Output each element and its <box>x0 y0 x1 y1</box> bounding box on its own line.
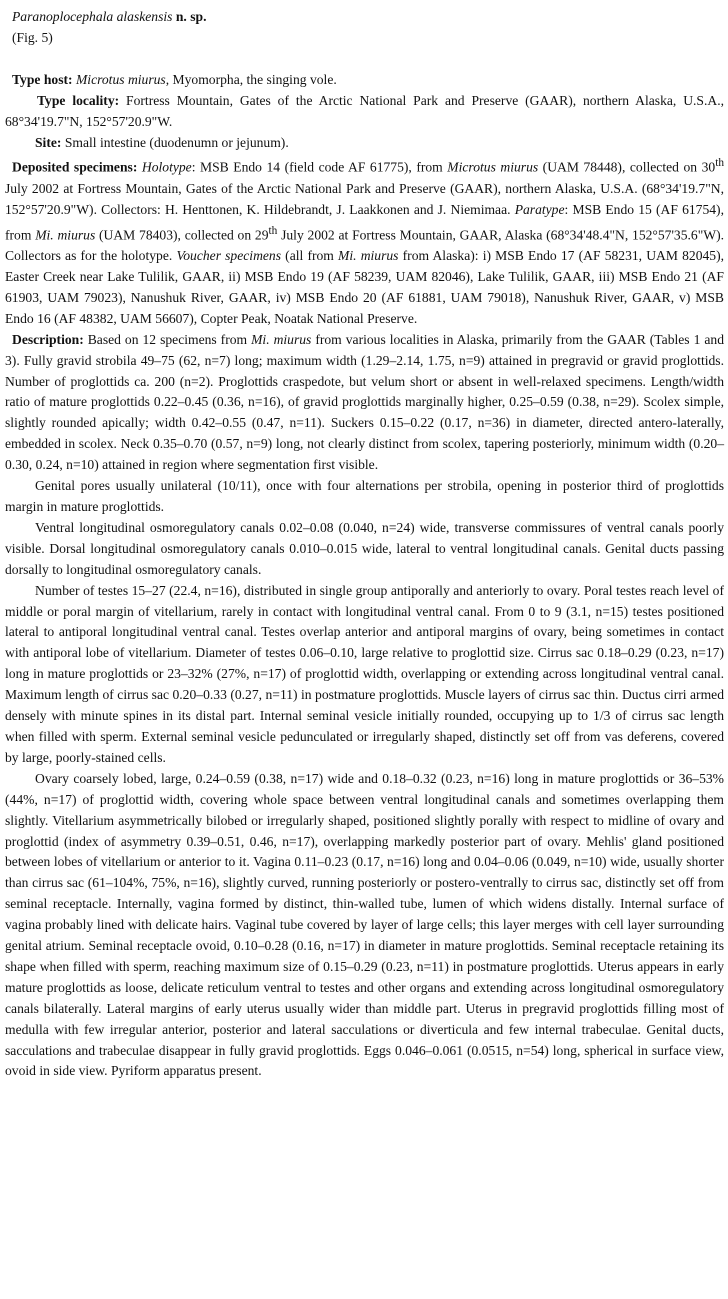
holotype-label: Holotype <box>141 159 192 175</box>
deposited-text-6: July 2002 at Fortress Mountain, GAAR, Alaska (68°34'48.4"N, 152°57'35.6"W). Collectors as for the holotype. <box>5 227 725 264</box>
voucher-label: Voucher specimens <box>176 248 282 264</box>
section-gap <box>5 49 724 70</box>
host-name-1: Microtus miurus <box>447 159 539 175</box>
site-label: Site: <box>35 134 62 150</box>
description-host: Mi. miurus <box>251 331 312 347</box>
host-name-3: Mi. miurus <box>338 248 399 264</box>
type-host-label: Type host: <box>12 71 73 87</box>
species-status: n. sp. <box>175 9 207 24</box>
type-host-text: , Myomorpha, the singing vole. <box>165 71 337 87</box>
deposited-specimens-paragraph <box>5 153 724 329</box>
type-host-genus: Microtus miurus <box>75 71 166 87</box>
ordinal-suffix-2: th <box>268 224 278 237</box>
osmoregulatory-canals-paragraph: Ventral longitudinal osmoregulatory canals 0.02–0.08 (0.040, n=24) wide, transverse commissures of ventral canals poorly visible. Dorsal longitudinal osmoregulatory canals 0.010–0.015 wide, lateral to ventral longitudinal canals. Genital ducts passing dorsally to longitudinal osmoregulatory canals. <box>5 519 724 577</box>
paratype-label: Paratype <box>514 201 565 217</box>
type-host-paragraph <box>5 70 724 91</box>
description-text-1: Based on 12 specimens from <box>87 331 252 347</box>
description-text-2: from various localities in Alaska, primarily from the GAAR (Tables 1 and 3). Fully gravid strobila 49–75 (62, n=7) long; maximum width (1.29–2.14, 1.75, n=9) attained in pregravid or gravid proglottids. Number of proglottids ca. 200 (n=2). Proglottids craspedote, but velum short or absent in well-relaxed specimens. Length/width ratio of mature proglottids 0.22–0.45 (0.36, n=16), of gravid proglottids marginally higher, 0.25–0.59 (0.38, n=29). Scolex simple, slightly rounded apically; width 0.42–0.55 (0.47, n=11). Suckers 0.15–0.22 (0.17, n=36) in diameter, directed antero-laterally, embedded in scolex. Neck 0.35–0.70 (0.57, n=9) long, not clearly distinct from scolex, tapering posteriorly, minimum width (0.20–0.30, 0.24, n=10) attained in region where segmentation first visible. <box>5 331 724 473</box>
figure-reference: (Fig. 5) <box>12 29 53 45</box>
species-name: Paranoplocephala alaskensis <box>12 9 173 24</box>
description-paragraph <box>5 330 724 476</box>
deposited-label: Deposited specimens: <box>12 159 138 175</box>
site-paragraph <box>5 133 724 154</box>
deposited-text-8: from Alaska): i) MSB Endo 17 (AF 58231, UAM 82045), Easter Creek near Lake Tulilik, GAAR, ii) MSB Endo 19 (AF 58239, UAM 82046), Lake Tulilik, GAAR, iii) MSB Endo 21 (AF 61903, UAM 79023), Nanushuk River, GAAR, iv) MSB Endo 20 (AF 61881, UAM 79018), Nanushuk River, GAAR, v) MSB Endo 16 (AF 48382, UAM 56607), Copter Peak, Noatak National Preserve. <box>5 248 725 326</box>
deposited-text-4: : MSB Endo 15 (AF 61754), from <box>5 201 724 243</box>
deposited-text-5: (UAM 78403), collected on 29 <box>95 227 269 243</box>
type-locality-label: Type locality: <box>37 92 120 108</box>
site-text: Small intestine (duodenumn or jejunum). <box>64 134 289 150</box>
host-name-2: Mi. miurus <box>35 227 96 243</box>
ordinal-suffix-1: th <box>715 157 724 170</box>
deposited-text-3: July 2002 at Fortress Mountain, Gates of the Arctic National Park and Preserve (GAAR), northern Alaska, U.S.A. (68°34'19.7"N, 152°57'20.9"W). Collectors: H. Henttonen, K. Hildebrandt, J. Laakkonen and J. Niemimaa. <box>5 180 724 217</box>
type-locality-text: Fortress Mountain, Gates of the Arctic National Park and Preserve (GAAR), northern Alaska, U.S.A., 68°34'19.7"N, 152°57'20.9"W. <box>5 92 724 129</box>
ovary-paragraph: Ovary coarsely lobed, large, 0.24–0.59 (0.38, n=17) wide and 0.18–0.32 (0.23, n=16) long in mature proglottids or 36–53% (44%, n=17) of proglottid width, covering whole space between ventral longitudinal canals and sometimes overlapping them slightly. Vitellarium asymmetrically bilobed or irregularly shaped, positioned slightly porally with respect to midline of ovary and proglottid (index of asymmetry 0.39–0.51, 0.46, n=17), overlapping markedly posterior part of ovary. Mehlis' gland positioned between lobes of vitellarium or anterior to it. Vagina 0.11–0.23 (0.17, n=16) long and 0.04–0.06 (0.049, n=10) wide, usually shorter than cirrus sac (61–104%, 75%, n=16), slightly curved, running posteriorly or postero-ventrally to cirrus sac, distinctly set off from seminal receptacle. Internally, vagina formed by distinct, thin-walled tube, lumen of which widens distally. Internal surface of vagina probably lined with delicate hairs. Vaginal tube covered by layer of large cells; this layer merges with cell layer surrounding genital atrium. Seminal receptacle ovoid, 0.10–0.28 (0.16, n=17) in diameter in mature proglottids. Seminal receptacle retaining its shape when filled with sperm, reaching maximum size of 0.15–0.29 (0.23, n=11) in postmature proglottids. Uterus appears in early mature proglottids as loose, delicate reticulum ventral to testes and other organs and extending across longitudinal osmoregulatory canals bilaterally. Lateral margins of early uterus usually wider than middle part. Uterus in pregravid proglottids filling most of medulla with few irregular anterior, posterior and lateral sacculations or diverticula and few internal trabeculae. Genital ducts, sacculations and trabeculae disappear in fully gravid proglottids. Eggs 0.046–0.061 (0.0515, n=54) long, spherical in surface view, ovoid in side view. Pyriform apparatus present. <box>5 770 724 1079</box>
testes-paragraph: Number of testes 15–27 (22.4, n=16), distributed in single group antiporally and anteriorly to ovary. Poral testes reach level of middle or poral margin of vitellarium, rarely in contact with longitudinal ventral canal. From 0 to 9 (3.1, n=15) testes positioned lateral to antiporal longitudinal ventral canal. Testes overlap anterior and antiporal margins of ovary, being sometimes in contact with antiporal lobe of vitellarium. Diameter of testes 0.06–0.10, large relative to proglottid size. Cirrus sac 0.18–0.29 (0.23, n=17) long in mature proglottids or 23–32% (27%, n=17) of proglottid width, overlapping or extending across longitudinal ventral canal. Maximum length of cirrus sac 0.20–0.33 (0.27, n=11) in postmature proglottids. Muscle layers of cirrus sac thin. Ductus cirri armed densely with minute spines in its distal part. Internal seminal vesicle initially rounded, occupying up to 1/3 of cirrus sac length when filled with sperm. External seminal vesicle pedunculated or irregularly shaped, distinctly set off from vas deferens, covered by large, poorly-stained cells. <box>5 582 724 765</box>
deposited-text-2: (UAM 78448), collected on 30 <box>538 159 716 175</box>
deposited-text-1: : MSB Endo 14 (field code AF 61775), from <box>191 159 448 175</box>
species-title <box>12 7 724 28</box>
deposited-text-7: (all from <box>281 248 339 264</box>
genital-pores-paragraph: Genital pores usually unilateral (10/11), once with four alternations per strobila, opening in posterior third of proglottids margin in mature proglottids. <box>5 478 724 514</box>
type-locality-paragraph <box>5 91 724 133</box>
species-heading <box>12 7 724 49</box>
description-label: Description: <box>12 331 84 347</box>
